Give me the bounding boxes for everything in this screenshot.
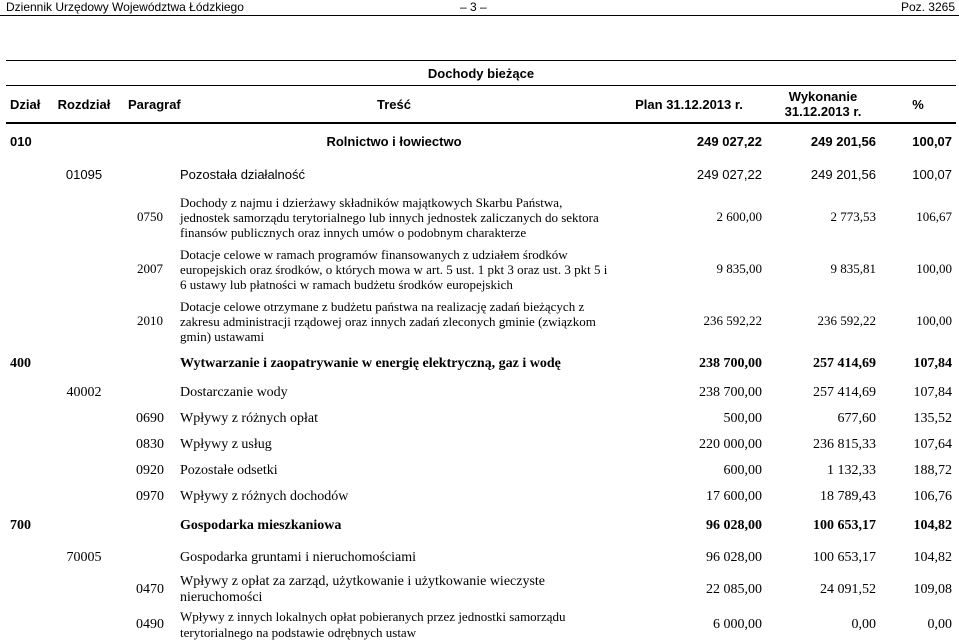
table-row [6,158,956,190]
row-percent: 100,00 [916,261,953,276]
position-number: Poz. 3265 [900,0,955,14]
page-number: – 3 – [460,0,487,14]
row-wykonanie: 9 835,81 [830,261,876,276]
rozdzial-code: 01095 [65,166,103,182]
paragraf-code: 2007 [137,261,163,276]
row-percent: 100,07 [912,133,953,149]
table-row [6,458,956,484]
row-wykonanie: 18 789,43 [820,489,876,504]
row-plan: 600,00 [723,463,762,478]
paragraf-code: 0750 [137,209,163,224]
row-description: Wpływy z innych lokalnych opłat pobieranych przez jednostki samorządu terytorialnego na podstawie odrębnych ustaw [180,609,566,640]
paragraf-code: 0690 [136,411,164,426]
journal-title: Dziennik Urzędowy Województwa Łódzkiego [6,0,244,14]
row-percent: 107,84 [913,385,953,400]
section-title: Dochody bieżące [6,61,956,86]
row-plan: 236 592,22 [703,313,762,328]
table-row [6,244,956,294]
table-row [6,380,956,406]
col-dzial: Dział [6,86,44,124]
row-description: Wpływy z różnych dochodów [180,489,349,504]
row-description: Rolnictwo i łowiectwo [326,133,462,149]
row-wykonanie: 2 773,53 [830,209,876,224]
row-description: Wpływy z opłat za zarząd, użytkowanie i użytkowanie wieczyste nieruchomości [180,574,546,605]
row-plan: 500,00 [723,411,762,426]
row-percent: 107,64 [913,437,953,452]
row-plan: 96 028,00 [706,550,762,565]
row-description: Dochody z najmu i dzierżawy składników majątkowych Skarbu Państwa, jednostek samorządu terytorialnego lub innych jednostek zaliczanych do sektora finansów publicznych oraz innych umów o podobnym charakterze [180,194,599,240]
col-percent: % [880,86,956,124]
column-header-row [6,86,956,124]
table-row [6,510,956,542]
table-row [6,348,956,380]
rozdzial-code: 70005 [66,550,102,565]
row-wykonanie: 677,60 [837,411,876,426]
row-description: Wpływy z różnych opłat [180,411,319,426]
row-wykonanie: 0,00 [851,617,876,632]
row-percent: 100,07 [912,166,953,182]
header-rule [0,15,959,16]
table-row [6,406,956,432]
row-wykonanie: 100 653,17 [813,550,876,565]
col-rozdzial: Rozdział [44,86,124,124]
row-plan: 22 085,00 [706,582,762,597]
row-description: Pozostała działalność [180,166,306,182]
row-description: Dotacje celowe w ramach programów finansowanych z udziałem środków europejskich oraz środków, o których mowa w art. 5 ust. 1 pkt 3 oraz ust. 3 pkt 5 i 6 ustawy lub płatności w ramach budżetu środków europejskich [180,246,608,292]
dzial-code: 400 [10,356,31,371]
row-wykonanie: 257 414,69 [813,385,876,400]
row-wykonanie: 257 414,69 [813,356,876,371]
row-plan: 249 027,22 [696,133,762,149]
col-wykonanie-line1: Wykonanie [788,89,858,104]
row-plan: 220 000,00 [699,437,762,452]
paragraf-code: 0830 [136,437,164,452]
row-wykonanie: 100 653,17 [813,518,876,533]
row-plan: 238 700,00 [699,356,762,371]
row-description: Gospodarka mieszkaniowa [180,518,342,533]
paragraf-code: 0920 [136,463,164,478]
row-description: Wytwarzanie i zaopatrywanie w energię elektryczną, gaz i wodę [180,356,561,371]
row-plan: 17 600,00 [706,489,762,504]
row-percent: 109,08 [913,582,953,597]
col-plan: Plan 31.12.2013 r. [612,86,766,124]
col-tresc: Treść [176,86,612,124]
table-row [6,574,956,606]
paragraf-code: 0490 [136,617,164,632]
dzial-code: 010 [10,133,32,149]
page-header [0,0,959,16]
row-plan: 6 000,00 [713,617,762,632]
row-wykonanie: 1 132,33 [827,463,876,478]
row-wykonanie: 249 201,56 [810,133,876,149]
row-percent: 104,82 [913,518,953,533]
row-description: Wpływy z usług [180,437,272,452]
paragraf-code: 2010 [137,313,163,328]
dzial-code: 700 [10,518,31,533]
section-title-row [6,61,956,86]
table-row [6,606,956,644]
row-plan: 249 027,22 [696,166,762,182]
rozdzial-code: 40002 [66,385,102,400]
row-description: Dostarczanie wody [180,385,288,400]
row-plan: 238 700,00 [699,385,762,400]
row-percent: 106,76 [913,489,953,504]
row-description: Dotacje celowe otrzymane z budżetu państwa na realizację zadań bieżących z zakresu administracji rządowej oraz innych zadań zleconych gminie (związkom gmin) ustawami [180,298,596,344]
row-wykonanie: 249 201,56 [810,166,876,182]
row-wykonanie: 24 091,52 [820,582,876,597]
row-wykonanie: 236 592,22 [817,313,876,328]
row-description: Gospodarka gruntami i nieruchomościami [180,550,416,565]
col-wykonanie-line2: 31.12.2013 r. [784,104,862,119]
table-row [6,484,956,510]
row-percent: 188,72 [913,463,953,478]
budget-table [6,60,956,644]
row-percent: 135,52 [913,411,953,426]
row-description: Pozostałe odsetki [180,463,278,478]
table-row [6,123,956,158]
row-percent: 107,84 [913,356,953,371]
row-plan: 9 835,00 [716,261,762,276]
row-percent: 100,00 [916,313,953,328]
row-percent: 0,00 [927,617,953,632]
row-plan: 96 028,00 [706,518,762,533]
table-row [6,542,956,574]
row-wykonanie: 236 815,33 [813,437,876,452]
paragraf-code: 0970 [136,489,164,504]
row-plan: 2 600,00 [716,209,762,224]
table-row [6,294,956,348]
table-row [6,190,956,244]
col-wykonanie [766,86,880,124]
table-row [6,432,956,458]
paragraf-code: 0470 [136,582,164,597]
row-percent: 104,82 [913,550,953,565]
col-paragraf: Paragraf [124,86,176,124]
row-percent: 106,67 [916,209,953,224]
